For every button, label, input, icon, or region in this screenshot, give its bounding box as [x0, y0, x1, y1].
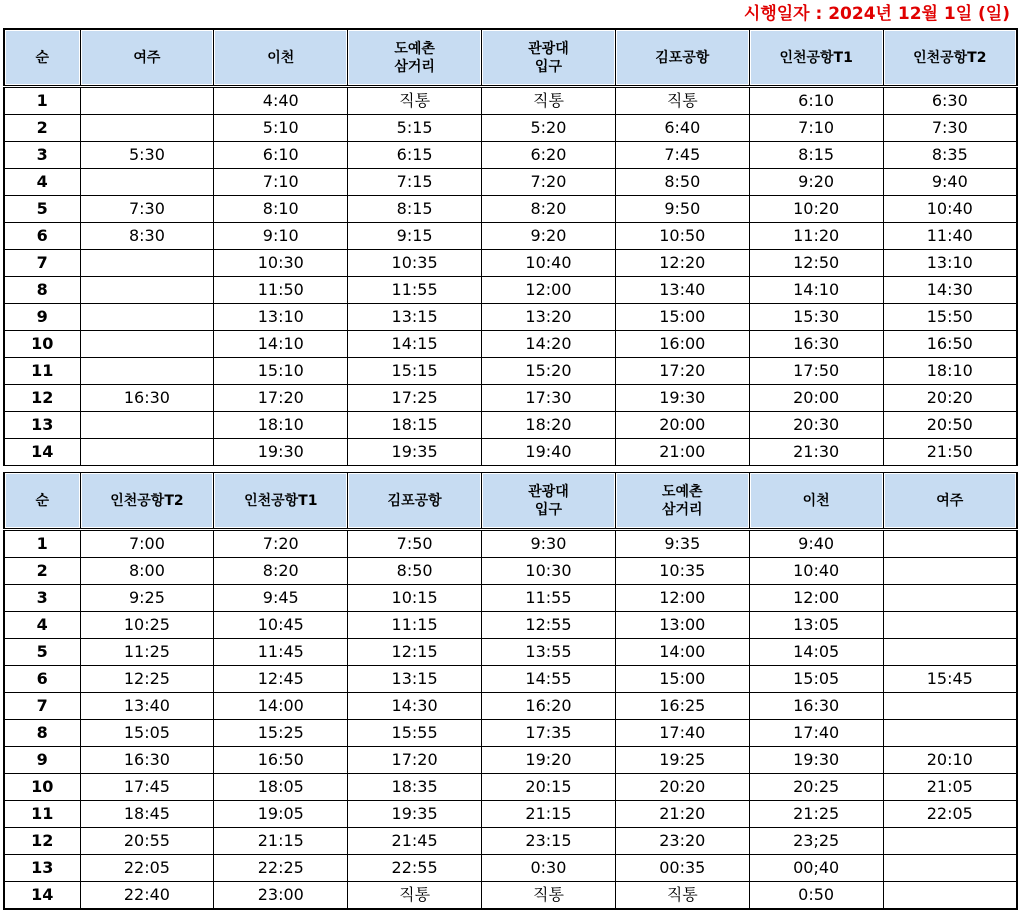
sequence-cell: 1	[4, 530, 80, 558]
sequence-cell: 7	[4, 693, 80, 720]
header-label: 순	[35, 49, 50, 66]
time-cell: 20:20	[883, 385, 1017, 412]
time-cell: 8:10	[214, 196, 348, 223]
time-cell: 7:20	[482, 169, 616, 196]
table-row	[4, 277, 1017, 304]
time-cell: 18:35	[348, 774, 482, 801]
header-label: 여주	[936, 492, 964, 509]
time-cell: 17:30	[482, 385, 616, 412]
time-cell: 16:30	[749, 331, 883, 358]
time-cell: 22:40	[80, 882, 214, 910]
time-cell: 13:15	[348, 304, 482, 331]
table-row	[4, 612, 1017, 639]
time-cell: 14:30	[883, 277, 1017, 304]
time-cell: 7:45	[615, 142, 749, 169]
time-cell: 12:00	[482, 277, 616, 304]
outbound-column-header	[348, 29, 482, 87]
time-cell: 7:10	[214, 169, 348, 196]
time-cell: 15:00	[615, 666, 749, 693]
time-cell: 22:05	[883, 801, 1017, 828]
header-label: 이천	[267, 49, 295, 66]
time-cell: 6:20	[482, 142, 616, 169]
time-cell: 17:45	[80, 774, 214, 801]
time-cell: 10:40	[482, 250, 616, 277]
header-label: 이천	[802, 492, 830, 509]
time-cell: 직통	[482, 882, 616, 910]
time-cell: 직통	[348, 87, 482, 115]
time-cell: 15:55	[348, 720, 482, 747]
sequence-cell: 2	[4, 558, 80, 585]
time-cell: 14:10	[214, 331, 348, 358]
inbound-column-header	[615, 473, 749, 530]
time-cell: 13:10	[214, 304, 348, 331]
inbound-column-header	[348, 473, 482, 530]
time-cell: 21:05	[883, 774, 1017, 801]
table-row	[4, 855, 1017, 882]
time-cell: 9:50	[615, 196, 749, 223]
time-cell: 18:10	[883, 358, 1017, 385]
time-cell: 16:30	[749, 693, 883, 720]
time-cell: 21:25	[749, 801, 883, 828]
time-cell: 14:20	[482, 331, 616, 358]
time-cell: 15:30	[749, 304, 883, 331]
time-cell: 21:15	[214, 828, 348, 855]
time-cell: 14:55	[482, 666, 616, 693]
sequence-cell: 6	[4, 666, 80, 693]
outbound-column-header	[615, 29, 749, 87]
time-cell: 12:45	[214, 666, 348, 693]
time-cell	[883, 639, 1017, 666]
table-row	[4, 250, 1017, 277]
time-cell: 21:20	[615, 801, 749, 828]
time-cell: 20:20	[615, 774, 749, 801]
time-cell: 11:55	[348, 277, 482, 304]
time-cell: 0:50	[749, 882, 883, 910]
time-cell: 5:10	[214, 115, 348, 142]
time-cell: 17:20	[348, 747, 482, 774]
time-cell: 0:30	[482, 855, 616, 882]
time-cell: 17:40	[749, 720, 883, 747]
table-row	[4, 385, 1017, 412]
time-cell	[80, 115, 214, 142]
time-cell: 23:00	[214, 882, 348, 910]
inbound-column-header	[749, 473, 883, 530]
sequence-cell: 5	[4, 196, 80, 223]
time-cell	[883, 882, 1017, 910]
header-label: 인천공항T2	[913, 49, 987, 66]
time-cell: 19:05	[214, 801, 348, 828]
table-row	[4, 530, 1017, 558]
time-cell: 19:30	[749, 747, 883, 774]
time-cell: 15:05	[749, 666, 883, 693]
time-cell: 10:35	[348, 250, 482, 277]
time-cell: 6:10	[214, 142, 348, 169]
time-cell: 9:40	[883, 169, 1017, 196]
time-cell: 19:40	[482, 439, 616, 466]
time-cell: 19:25	[615, 747, 749, 774]
time-cell: 00;40	[749, 855, 883, 882]
time-cell	[883, 530, 1017, 558]
time-cell: 18:10	[214, 412, 348, 439]
inbound-column-header	[214, 473, 348, 530]
outbound-column-header	[80, 29, 214, 87]
time-cell: 13:40	[80, 693, 214, 720]
table-row	[4, 169, 1017, 196]
header-label: 인천공항T1	[244, 492, 318, 509]
header-label: 입구	[534, 58, 562, 75]
header-label: 도예촌	[662, 483, 703, 500]
header-label: 김포공항	[655, 49, 710, 66]
inbound-timetable	[3, 472, 1018, 910]
sequence-cell: 11	[4, 358, 80, 385]
time-cell: 17:40	[615, 720, 749, 747]
time-cell: 12:00	[749, 585, 883, 612]
time-cell: 21:45	[348, 828, 482, 855]
time-cell: 19:30	[214, 439, 348, 466]
sequence-cell: 10	[4, 774, 80, 801]
time-cell: 13:40	[615, 277, 749, 304]
time-cell: 12:50	[749, 250, 883, 277]
time-cell: 10:40	[883, 196, 1017, 223]
inbound-body	[4, 530, 1017, 910]
time-cell: 8:15	[348, 196, 482, 223]
time-cell	[80, 277, 214, 304]
header-label: 삼거리	[662, 501, 703, 518]
time-cell: 13:20	[482, 304, 616, 331]
table-row	[4, 412, 1017, 439]
header-label: 여주	[133, 49, 161, 66]
time-cell: 17:25	[348, 385, 482, 412]
time-cell: 10:30	[214, 250, 348, 277]
time-cell: 20:30	[749, 412, 883, 439]
time-cell: 10:35	[615, 558, 749, 585]
sequence-cell: 6	[4, 223, 80, 250]
time-cell: 12:00	[615, 585, 749, 612]
header-label: 도예촌	[394, 40, 435, 57]
time-cell: 8:15	[749, 142, 883, 169]
time-cell: 16:30	[80, 747, 214, 774]
sequence-cell: 14	[4, 439, 80, 466]
time-cell: 18:20	[482, 412, 616, 439]
time-cell	[80, 87, 214, 115]
time-cell: 15:50	[883, 304, 1017, 331]
time-cell: 20:50	[883, 412, 1017, 439]
time-cell: 21:50	[883, 439, 1017, 466]
sequence-cell: 3	[4, 585, 80, 612]
time-cell: 10:15	[348, 585, 482, 612]
sequence-cell: 8	[4, 720, 80, 747]
table-row	[4, 196, 1017, 223]
time-cell: 14:10	[749, 277, 883, 304]
time-cell: 11:40	[883, 223, 1017, 250]
time-cell: 9:40	[749, 530, 883, 558]
sequence-cell: 1	[4, 87, 80, 115]
time-cell	[80, 169, 214, 196]
header-label: 관광대	[528, 40, 569, 57]
table-row	[4, 774, 1017, 801]
time-cell: 9:20	[482, 223, 616, 250]
table-row	[4, 693, 1017, 720]
sequence-cell: 13	[4, 412, 80, 439]
time-cell: 10:40	[749, 558, 883, 585]
time-cell: 10:50	[615, 223, 749, 250]
header-label: 인천공항T1	[779, 49, 853, 66]
sequence-cell: 12	[4, 385, 80, 412]
time-cell: 14:00	[214, 693, 348, 720]
time-cell: 6:15	[348, 142, 482, 169]
outbound-column-header	[214, 29, 348, 87]
time-cell: 13:05	[749, 612, 883, 639]
time-cell: 5:15	[348, 115, 482, 142]
table-row	[4, 639, 1017, 666]
table-row	[4, 585, 1017, 612]
time-cell: 19:30	[615, 385, 749, 412]
outbound-header-row	[4, 29, 1017, 87]
time-cell	[80, 358, 214, 385]
table-row	[4, 439, 1017, 466]
sequence-cell: 5	[4, 639, 80, 666]
time-cell: 11:20	[749, 223, 883, 250]
header-label: 삼거리	[394, 58, 435, 75]
time-cell: 18:15	[348, 412, 482, 439]
time-cell: 17:50	[749, 358, 883, 385]
sequence-cell: 13	[4, 855, 80, 882]
time-cell: 6:40	[615, 115, 749, 142]
inbound-column-header	[80, 473, 214, 530]
time-cell	[883, 693, 1017, 720]
time-cell: 10:30	[482, 558, 616, 585]
time-cell	[80, 250, 214, 277]
time-cell: 19:35	[348, 801, 482, 828]
time-cell: 20:55	[80, 828, 214, 855]
time-cell: 11:25	[80, 639, 214, 666]
effective-date: 시행일자 : 2024년 12월 1일 (일)	[743, 4, 1010, 24]
table-row	[4, 223, 1017, 250]
time-cell: 9:35	[615, 530, 749, 558]
sequence-cell: 11	[4, 801, 80, 828]
time-cell: 18:05	[214, 774, 348, 801]
time-cell: 15:15	[348, 358, 482, 385]
inbound-column-header	[883, 473, 1017, 530]
time-cell: 22:55	[348, 855, 482, 882]
sequence-cell: 7	[4, 250, 80, 277]
outbound-column-header	[883, 29, 1017, 87]
time-cell: 13:55	[482, 639, 616, 666]
time-cell: 8:00	[80, 558, 214, 585]
time-cell	[883, 828, 1017, 855]
time-cell: 7:00	[80, 530, 214, 558]
time-cell: 13:15	[348, 666, 482, 693]
table-row	[4, 331, 1017, 358]
time-cell: 11:45	[214, 639, 348, 666]
time-cell: 14:15	[348, 331, 482, 358]
time-cell: 12:15	[348, 639, 482, 666]
table-row	[4, 666, 1017, 693]
header-label: 김포공항	[387, 492, 442, 509]
time-cell: 12:55	[482, 612, 616, 639]
table-row	[4, 115, 1017, 142]
time-cell: 12:25	[80, 666, 214, 693]
time-cell: 23:20	[615, 828, 749, 855]
time-cell: 19:35	[348, 439, 482, 466]
time-cell: 9:15	[348, 223, 482, 250]
time-cell: 7:15	[348, 169, 482, 196]
time-cell: 6:30	[883, 87, 1017, 115]
time-cell: 15:45	[883, 666, 1017, 693]
time-cell: 17:20	[214, 385, 348, 412]
time-cell: 9:10	[214, 223, 348, 250]
outbound-column-header	[482, 29, 616, 87]
time-cell	[883, 558, 1017, 585]
time-cell: 17:20	[615, 358, 749, 385]
time-cell: 14:30	[348, 693, 482, 720]
table-row	[4, 358, 1017, 385]
time-cell	[80, 304, 214, 331]
sequence-cell: 9	[4, 304, 80, 331]
header-label: 입구	[534, 501, 562, 518]
time-cell: 12:20	[615, 250, 749, 277]
time-cell: 13:00	[615, 612, 749, 639]
table-row	[4, 142, 1017, 169]
time-cell	[80, 412, 214, 439]
time-cell: 8:20	[214, 558, 348, 585]
time-cell: 8:20	[482, 196, 616, 223]
time-cell: 7:20	[214, 530, 348, 558]
time-cell: 18:45	[80, 801, 214, 828]
time-cell: 15:05	[80, 720, 214, 747]
table-row	[4, 828, 1017, 855]
time-cell: 21:00	[615, 439, 749, 466]
outbound-body	[4, 87, 1017, 466]
time-cell: 13:10	[883, 250, 1017, 277]
table-row	[4, 801, 1017, 828]
time-cell: 15:00	[615, 304, 749, 331]
time-cell: 10:25	[80, 612, 214, 639]
time-cell: 8:30	[80, 223, 214, 250]
time-cell: 20:00	[615, 412, 749, 439]
time-cell: 20:15	[482, 774, 616, 801]
table-row	[4, 87, 1017, 115]
time-cell: 16:00	[615, 331, 749, 358]
time-cell: 23:15	[482, 828, 616, 855]
time-cell: 11:50	[214, 277, 348, 304]
time-cell: 14:05	[749, 639, 883, 666]
outbound-column-header	[749, 29, 883, 87]
time-cell: 14:00	[615, 639, 749, 666]
time-cell: 8:50	[615, 169, 749, 196]
time-cell: 8:35	[883, 142, 1017, 169]
time-cell: 9:30	[482, 530, 616, 558]
time-cell: 20:10	[883, 747, 1017, 774]
table-row	[4, 558, 1017, 585]
time-cell: 5:20	[482, 115, 616, 142]
time-cell: 21:30	[749, 439, 883, 466]
time-cell: 4:40	[214, 87, 348, 115]
time-cell: 7:50	[348, 530, 482, 558]
time-cell: 직통	[615, 87, 749, 115]
time-cell: 15:20	[482, 358, 616, 385]
time-cell: 15:10	[214, 358, 348, 385]
time-cell: 5:30	[80, 142, 214, 169]
time-cell	[883, 585, 1017, 612]
time-cell: 21:15	[482, 801, 616, 828]
table-row	[4, 720, 1017, 747]
time-cell: 10:45	[214, 612, 348, 639]
sequence-cell: 12	[4, 828, 80, 855]
table-row	[4, 882, 1017, 910]
time-cell: 16:25	[615, 693, 749, 720]
time-cell: 16:50	[214, 747, 348, 774]
time-cell: 20:25	[749, 774, 883, 801]
sequence-cell: 14	[4, 882, 80, 910]
sequence-cell: 10	[4, 331, 80, 358]
inbound-column-header	[4, 473, 80, 530]
time-cell: 직통	[615, 882, 749, 910]
time-cell	[883, 612, 1017, 639]
time-cell: 00:35	[615, 855, 749, 882]
time-cell: 6:10	[749, 87, 883, 115]
time-cell: 10:20	[749, 196, 883, 223]
sequence-cell: 3	[4, 142, 80, 169]
time-cell: 15:25	[214, 720, 348, 747]
time-cell: 23;25	[749, 828, 883, 855]
time-cell	[80, 439, 214, 466]
time-cell: 9:45	[214, 585, 348, 612]
time-cell: 22:25	[214, 855, 348, 882]
outbound-timetable	[3, 28, 1018, 466]
time-cell	[80, 331, 214, 358]
time-cell: 22:05	[80, 855, 214, 882]
inbound-column-header	[482, 473, 616, 530]
sequence-cell: 9	[4, 747, 80, 774]
time-cell: 직통	[348, 882, 482, 910]
table-row	[4, 304, 1017, 331]
header-label: 인천공항T2	[110, 492, 184, 509]
header-label: 순	[35, 492, 50, 509]
time-cell: 19:20	[482, 747, 616, 774]
outbound-column-header	[4, 29, 80, 87]
time-cell: 직통	[482, 87, 616, 115]
time-cell: 7:30	[80, 196, 214, 223]
time-cell: 11:15	[348, 612, 482, 639]
time-cell: 11:55	[482, 585, 616, 612]
sequence-cell: 2	[4, 115, 80, 142]
time-cell: 16:30	[80, 385, 214, 412]
time-cell: 16:50	[883, 331, 1017, 358]
sequence-cell: 8	[4, 277, 80, 304]
table-row	[4, 747, 1017, 774]
time-cell: 17:35	[482, 720, 616, 747]
time-cell: 7:10	[749, 115, 883, 142]
time-cell: 9:20	[749, 169, 883, 196]
time-cell	[883, 720, 1017, 747]
header-label: 관광대	[528, 483, 569, 500]
time-cell: 20:00	[749, 385, 883, 412]
time-cell: 7:30	[883, 115, 1017, 142]
sequence-cell: 4	[4, 612, 80, 639]
inbound-header-row	[4, 473, 1017, 530]
time-cell: 9:25	[80, 585, 214, 612]
time-cell: 16:20	[482, 693, 616, 720]
sequence-cell: 4	[4, 169, 80, 196]
time-cell	[883, 855, 1017, 882]
time-cell: 8:50	[348, 558, 482, 585]
